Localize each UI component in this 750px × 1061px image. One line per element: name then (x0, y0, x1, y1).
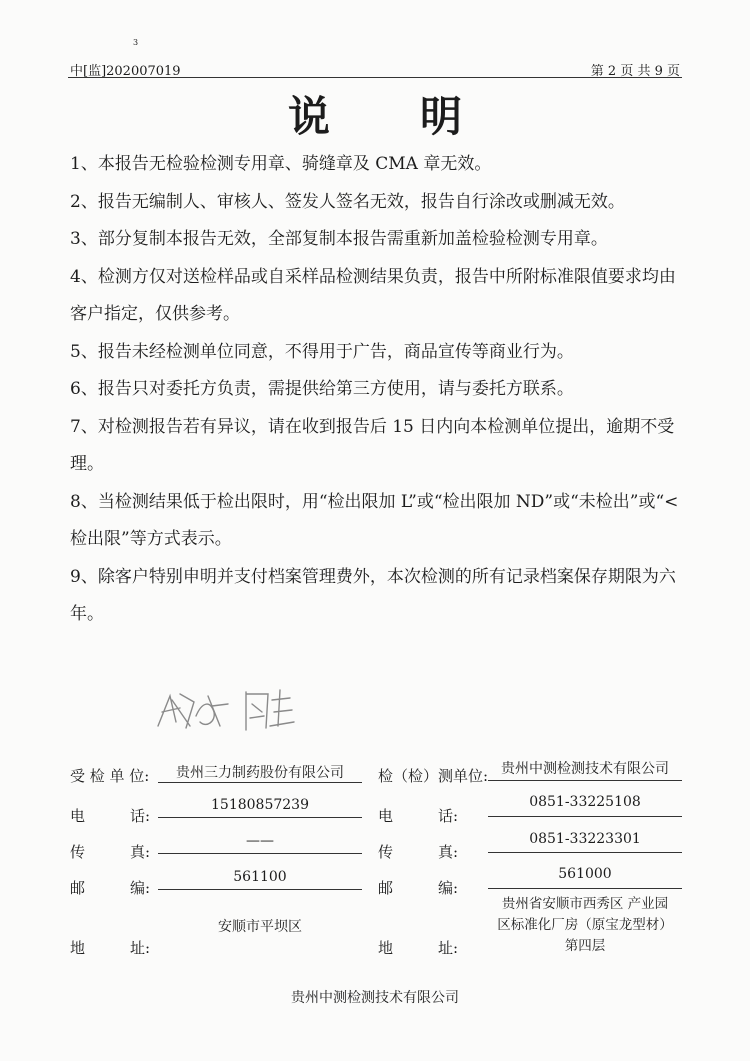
client-fax: —— (246, 833, 274, 849)
note-6: 6、报告只对委托方负责，需提供给第三方使用，请与委托方联系。 (70, 379, 574, 399)
tester-postcode-label: 邮 编: (378, 879, 459, 897)
page-info: 第 2 页 共 9 页 (590, 64, 680, 79)
tester-fax: 0851-33223301 (529, 831, 641, 847)
note-1: 1、本报告无检验检测专用章、骑缝章及 CMA 章无效。 (70, 154, 492, 174)
tester-unit-underline (488, 780, 682, 781)
client-unit-label: 受 检 单 位: (70, 767, 150, 785)
tester-address-line-2: 区标准化厂房（原宝龙型材） (497, 917, 673, 933)
note-2: 2、报告无编制人、审核人、签发人签名无效，报告自行涂改或删减无效。 (70, 191, 625, 212)
client-address: 安顺市平坝区 (218, 919, 302, 935)
client-phone-underline (158, 817, 362, 818)
tester-phone-underline (488, 816, 682, 817)
client-postcode: 561100 (233, 869, 287, 885)
note-9: 9、除客户特别申明并支付档案管理费外，本次检测的所有记录档案保存期限为六年。 (70, 566, 676, 624)
tester-postcode-underline (488, 888, 682, 889)
client-phone-label: 电 话: (70, 807, 151, 825)
note-5: 5、报告未经检测单位同意，不得用于广告，商品宣传等商业行为。 (70, 341, 574, 362)
handwritten-mark: 3 (133, 38, 139, 47)
client-fax-underline (158, 853, 362, 854)
report-number: 中[监]202007019 (70, 64, 181, 79)
client-unit-underline (158, 782, 362, 783)
tester-phone-label: 电 话: (378, 807, 459, 825)
tester-unit-label: 检（检）测单位: (378, 767, 489, 785)
tester-unit: 贵州中测检测技术有限公司 (501, 761, 669, 777)
tester-address-line-3: 第四层 (564, 938, 606, 954)
client-unit: 贵州三力制药股份有限公司 (176, 765, 344, 781)
handwritten-signature (150, 682, 300, 736)
note-4: 4、检测方仅对送检样品或自采样品检测结果负责，报告中所附标准限值要求均由客户指定，仅供参考。 (70, 266, 676, 324)
tester-address-line-1: 贵州省安顺市西秀区 产业园 (501, 896, 669, 912)
tester-fax-underline (488, 852, 682, 853)
client-postcode-underline (158, 889, 362, 890)
note-3: 3、部分复制本报告无效，全部复制本报告需重新加盖检验检测专用章。 (70, 229, 608, 249)
client-postcode-label: 邮 编: (70, 879, 151, 897)
notes-list (70, 146, 690, 634)
client-fax-label: 传 真: (70, 843, 151, 861)
page-title: 说明 (287, 92, 552, 141)
client-address-label: 地 址: (70, 939, 151, 957)
footer-company: 贵州中测检测技术有限公司 (291, 990, 459, 1006)
tester-address (490, 894, 680, 957)
tester-fax-label: 传 真: (378, 843, 459, 861)
tester-postcode: 561000 (558, 866, 612, 882)
tester-phone: 0851-33225108 (529, 794, 641, 810)
note-8: 8、当检测结果低于检出限时，用“检出限加 L”或“检出限加 ND”或“未检出”或“<检出限”等方式表示。 (70, 491, 679, 549)
tester-address-label: 地 址: (378, 939, 459, 957)
note-7: 7、对检测报告若有异议，请在收到报告后 15 日内向本检测单位提出，逾期不受理。 (70, 416, 675, 474)
client-phone: 15180857239 (211, 797, 309, 813)
header-divider (68, 77, 682, 78)
